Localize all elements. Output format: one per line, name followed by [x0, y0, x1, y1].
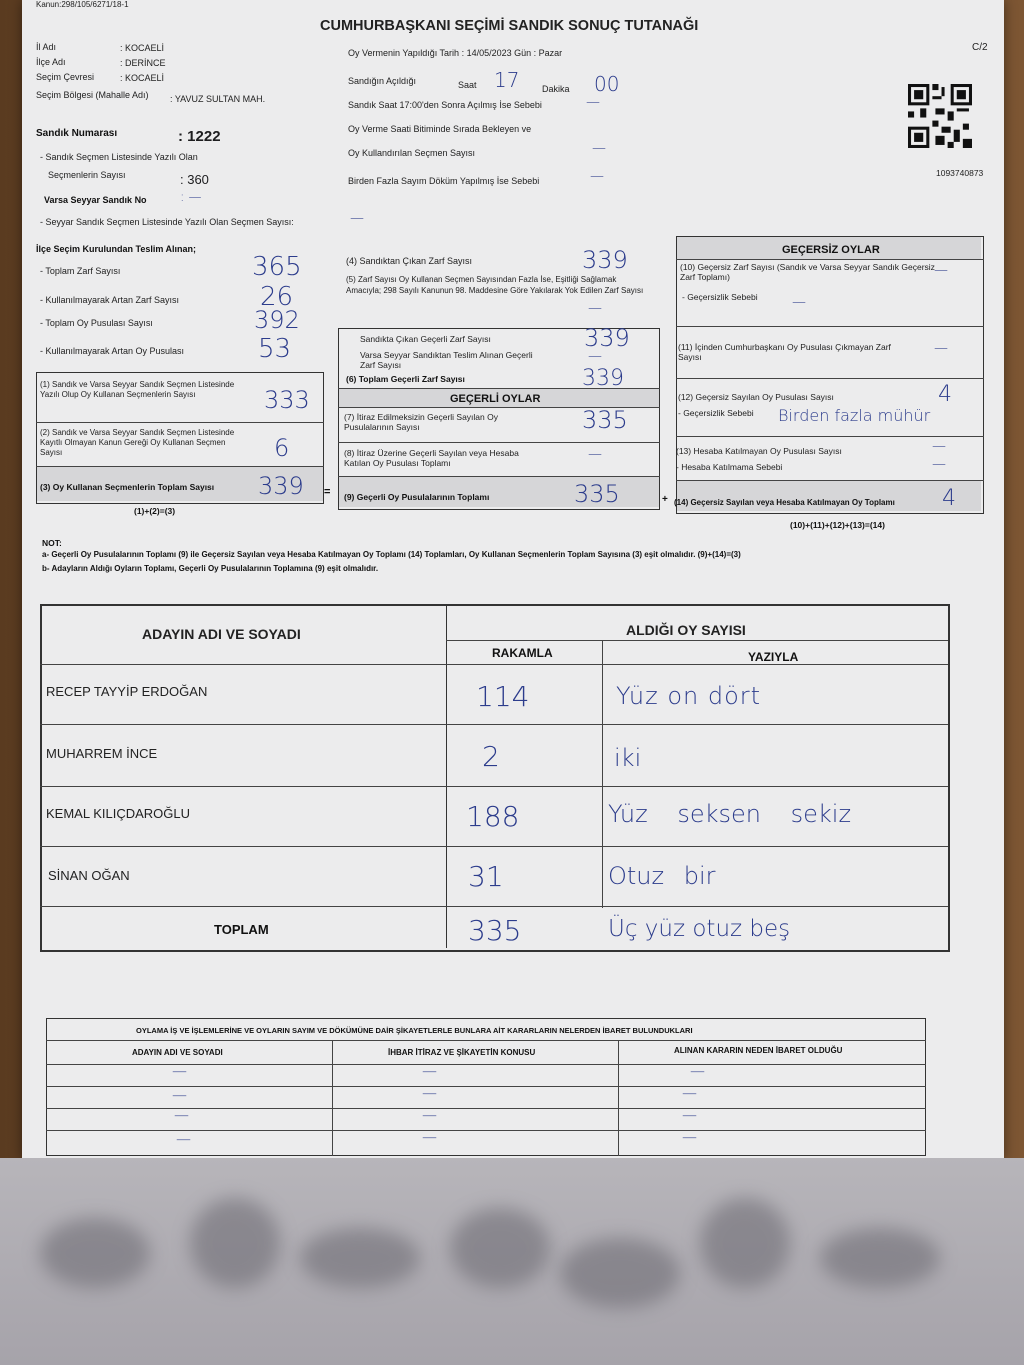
complaints-col-decision: ALINAN KARARIN NEDEN İBARET OLDUĞU: [674, 1046, 843, 1055]
after17-label: Sandık Saat 17:00'den Sonra Açılmış İse Sebebi: [348, 100, 542, 110]
candidate-name: RECEP TAYYİP ERDOĞAN: [46, 684, 208, 699]
cevre-value: : KOCAELİ: [120, 73, 165, 83]
complaint-cell: —: [690, 1062, 705, 1080]
r7-label: (7) İtiraz Edilmeksizin Geçerli Sayılan Oy Pusulalarının Sayısı: [344, 412, 498, 432]
total-words: Üç yüz otuz beş: [608, 916, 791, 942]
notes-title: NOT:: [42, 538, 62, 548]
received-row-label: - Toplam Oy Pusulası Sayısı: [40, 318, 153, 328]
col-votes: ALDIĞI OY SAYISI: [626, 622, 746, 638]
queue-label-2: Oy Kullandırılan Seçmen Sayısı: [348, 148, 476, 158]
r9-label: (9) Geçerli Oy Pusulalarının Toplamı: [344, 492, 490, 502]
complaint-cell: —: [422, 1106, 437, 1124]
mobile-voters-label: - Seyyar Sandık Seçmen Listesinde Yazılı Olan Seçmen Sayısı:: [40, 217, 294, 227]
total-digits: 335: [468, 914, 522, 947]
candidate-votes-digits: 188: [466, 800, 520, 833]
candidate-votes-words: iki: [614, 744, 642, 772]
received-row-value: 365: [252, 252, 302, 282]
received-row-label: - Toplam Zarf Sayısı: [40, 266, 121, 276]
candidate-name: SİNAN OĞAN: [48, 868, 130, 883]
after17-value: —: [586, 94, 600, 110]
opened-label: Sandığın Açıldığı: [348, 76, 417, 86]
received-row-label: - Kullanılmayarak Artan Oy Pusulası: [40, 346, 185, 356]
complaints-col-candidate: ADAYIN ADI VE SOYADI: [132, 1048, 223, 1057]
candidate-votes-words: Otuz bir: [608, 862, 716, 890]
r6-label: (6) Toplam Geçerli Zarf Sayısı: [346, 374, 465, 384]
r9-value: 335: [574, 480, 620, 508]
r10-value: —: [934, 262, 948, 278]
col-words: YAZIYLA: [748, 650, 799, 664]
il-label: İl Adı: [36, 42, 57, 52]
voters-label-1: - Sandık Seçmen Listesinde Yazılı Olan: [40, 152, 198, 162]
r5-label: (5) Zarf Sayısı Oy Kullanan Seçmen Sayısından Fazla İse, Eşitliği Sağlamak Amacıyla; 298 Sayılı Kanunun 98. Maddesine Göre Yakılarak Yok Edilen Zarf Sayısı: [346, 275, 644, 295]
r4-value: 339: [582, 246, 628, 274]
r6-value: 339: [582, 366, 624, 391]
blurred-signatures-area: [0, 1158, 1024, 1365]
invalid-formula: (10)+(11)+(12)+(13)=(14): [790, 520, 885, 530]
received-row-value: 53: [258, 334, 292, 364]
r10-reason-value: —: [792, 294, 806, 310]
complaint-cell: —: [176, 1130, 191, 1148]
voters-formula: (1)+(2)=(3): [134, 506, 176, 516]
barcode-number: 1093740873: [936, 168, 984, 178]
valid-env-value: 339: [584, 324, 630, 352]
received-row-value: 26: [260, 282, 294, 312]
complaint-cell: —: [174, 1106, 189, 1124]
complaint-cell: —: [422, 1062, 437, 1080]
valid-env-label: Sandıkta Çıkan Geçerli Zarf Sayısı: [360, 334, 491, 344]
dakika-label: Dakika: [542, 84, 570, 94]
candidate-votes-digits: 2: [482, 740, 500, 773]
candidate-name: KEMAL KILIÇDAROĞLU: [46, 806, 191, 821]
saat-label: Saat: [458, 80, 477, 90]
bolge-value: : YAVUZ SULTAN MAH.: [170, 94, 266, 104]
equals-sign: =: [324, 486, 331, 498]
complaints-title: OYLAMA İŞ VE İŞLEMLERİNE VE OYLARIN SAYIM VE DÖKÜMÜNE DAİR ŞİKAYETLERLE BUNLARA AİT KARARLARIN NELERDEN İBARET BULUNDUKLARI: [136, 1026, 693, 1035]
r12-value: 4: [938, 382, 952, 407]
complaint-cell: —: [422, 1084, 437, 1102]
box-number-label: Sandık Numarası: [36, 128, 118, 139]
dakika-value: 00: [594, 72, 620, 96]
complaint-cell: —: [172, 1062, 187, 1080]
voters-r2-label: (2) Sandık ve Varsa Seyyar Sandık Seçmen Listesinde Kayıtlı Olmayan Kanun Gereği Oy Kullanan Seçmen Sayısı: [40, 428, 235, 457]
r12-reason-value: Birden fazla mühür: [778, 406, 931, 425]
voters-value: : 360: [180, 172, 209, 187]
mobile-box-label: Varsa Seyyar Sandık No: [44, 195, 147, 205]
candidate-votes-words: Yüz on dört: [616, 682, 762, 710]
voters-r3-value: 339: [258, 472, 304, 500]
candidate-votes-words: Yüz seksen sekiz: [608, 800, 852, 828]
r13-label: (13) Hesaba Katılmayan Oy Pusulası Sayısı: [676, 446, 842, 456]
r11-label: (11) İçinden Cumhurbaşkanı Oy Pusulası Çıkmayan Zarf Sayısı: [678, 342, 891, 362]
r4-label: (4) Sandıktan Çıkan Zarf Sayısı: [346, 256, 473, 266]
il-value: : KOCAELİ: [120, 43, 165, 53]
candidate-votes-digits: 31: [468, 860, 504, 893]
voters-r2-value: 6: [274, 434, 290, 462]
queue-value: —: [592, 140, 606, 156]
candidate-votes-digits: 114: [476, 680, 530, 713]
cevre-label: Seçim Çevresi: [36, 72, 95, 82]
r12-reason-label: - Geçersizlik Sebebi: [678, 408, 754, 418]
invalid-votes-title: GEÇERSİZ OYLAR: [782, 244, 880, 256]
voters-r1-value: 333: [264, 386, 310, 414]
queue-label: Oy Verme Saati Bitiminde Sırada Bekleyen ve: [348, 124, 532, 134]
vote-date: Oy Vermenin Yapıldığı Tarih : 14/05/2023 Gün : Pazar: [348, 48, 563, 58]
valid-votes-title: GEÇERLİ OYLAR: [450, 393, 541, 405]
mobile-box-value: : —: [180, 190, 202, 205]
form-code: C/2: [972, 42, 988, 53]
ilce-value: : DERİNCE: [120, 58, 166, 68]
candidate-name: MUHARREM İNCE: [46, 746, 158, 761]
r14-label: (14) Geçersiz Sayılan veya Hesaba Katılmayan Oy Toplamı: [674, 498, 895, 507]
r13-reason-value: —: [932, 456, 946, 472]
multi-count-value: —: [590, 168, 604, 184]
received-row-value: 392: [254, 306, 300, 334]
r8-label: (8) İtiraz Üzerine Geçerli Sayılan veya Hesaba Katılan Oy Pusulası Toplamı: [344, 448, 519, 468]
r7-value: 335: [582, 406, 628, 434]
page-title: CUMHURBAŞKANI SEÇİMİ SANDIK SONUÇ TUTANAĞI: [320, 18, 699, 34]
r12-label: (12) Geçersiz Sayılan Oy Pusulası Sayısı: [678, 392, 834, 402]
result-sheet: [22, 0, 1004, 1160]
voters-r1-label: (1) Sandık ve Varsa Seyyar Sandık Seçmen Listesinde Yazılı Olup Oy Kullanan Seçmenlerin Sayısı: [40, 380, 235, 399]
col-digits: RAKAMLA: [492, 646, 553, 660]
total-label: TOPLAM: [214, 922, 269, 937]
multi-count-label: Birden Fazla Sayım Döküm Yapılmış İse Sebebi: [348, 176, 540, 186]
received-title: İlçe Seçim Kurulundan Teslim Alınan;: [36, 244, 197, 254]
received-row-label: - Kullanılmayarak Artan Zarf Sayısı: [40, 295, 180, 305]
note-b: b- Adayların Aldığı Oyların Toplamı, Geçerli Oy Pusulalarının Toplamına (9) eşit olmalıdır.: [42, 564, 379, 573]
r8-value: —: [588, 446, 602, 462]
col-candidate-name: ADAYIN ADI VE SOYADI: [142, 626, 301, 642]
qr-code-icon: [908, 84, 972, 148]
r14-value: 4: [942, 486, 956, 511]
r10-label: (10) Geçersiz Zarf Sayısı (Sandık ve Varsa Seyyar Sandık Geçersiz Zarf Toplamı): [680, 262, 935, 282]
complaints-col-subject: İHBAR İTİRAZ VE ŞİKAYETİN KONUSU: [388, 1048, 536, 1057]
r11-value: —: [934, 340, 948, 356]
complaint-cell: —: [682, 1128, 697, 1146]
bolge-label: Seçim Bölgesi (Mahalle Adı): [36, 90, 149, 100]
plus-sign: +: [662, 494, 668, 505]
r10-reason-label: - Geçersizlik Sebebi: [682, 292, 758, 302]
r13-value: —: [932, 438, 946, 454]
box-number-value: : 1222: [178, 128, 221, 145]
ilce-label: İlçe Adı: [36, 57, 66, 67]
note-a: a- Geçerli Oy Pusulalarının Toplamı (9) ile Geçersiz Sayılan veya Hesaba Katılmayan Oy Toplamı (14) Toplamları, Oy Kullanan Seçmenlerin Toplam Sayısına (3) eşit olmalıdır. (9)+(14)=(3): [42, 550, 741, 559]
voters-label-2: Seçmenlerin Sayısı: [48, 170, 126, 180]
law-reference: Kanun:298/105/6271/18-1: [36, 0, 129, 9]
complaint-cell: —: [682, 1084, 697, 1102]
mobile-voters-value: —: [350, 210, 364, 226]
complaint-cell: —: [172, 1086, 187, 1104]
mobile-env-value: —: [588, 348, 602, 364]
saat-value: 17: [494, 68, 520, 92]
complaint-cell: —: [682, 1106, 697, 1124]
voters-r3-label: (3) Oy Kullanan Seçmenlerin Toplam Sayısı: [40, 482, 215, 492]
r5-value: —: [588, 300, 602, 316]
r13-reason-label: - Hesaba Katılmama Sebebi: [676, 462, 783, 472]
complaint-cell: —: [422, 1128, 437, 1146]
mobile-env-label: Varsa Seyyar Sandıktan Teslim Alınan Geçerli Zarf Sayısı: [360, 350, 533, 370]
